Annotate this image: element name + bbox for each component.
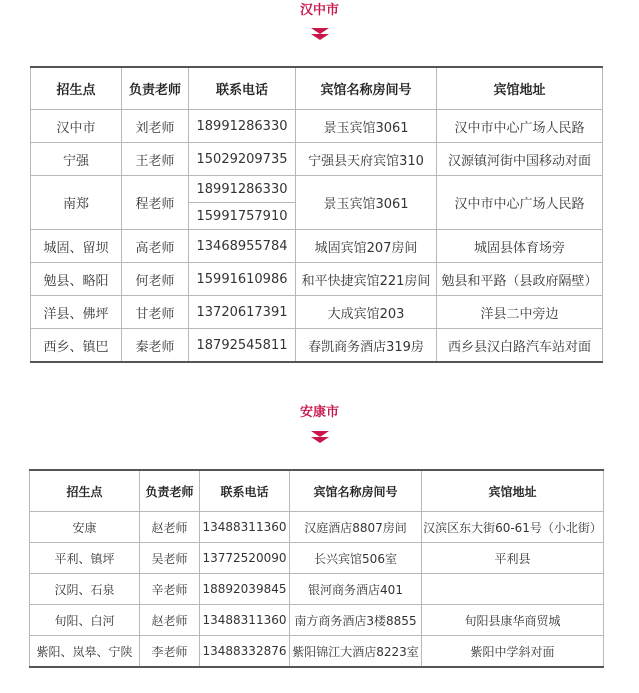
- cell-site: 安康: [30, 512, 140, 543]
- table-header-row: [30, 470, 604, 512]
- cell-teacher: 赵老师: [140, 605, 200, 636]
- table-row: [31, 263, 603, 296]
- cell-site: 西乡、镇巴: [31, 329, 122, 363]
- cell-site: 南郑: [31, 176, 122, 230]
- table-row: [31, 230, 603, 263]
- table-row: [30, 636, 604, 668]
- cell-teacher: 甘老师: [122, 296, 189, 329]
- cell-site: 勉县、略阳: [31, 263, 122, 296]
- cell-hotel: 景玉宾馆3061: [296, 110, 437, 143]
- cell-teacher: 刘老师: [122, 110, 189, 143]
- down-arrow-icon: [311, 431, 329, 437]
- cell-address: 洋县二中旁边: [437, 296, 603, 329]
- cell-phone: 13720617391: [189, 296, 296, 329]
- cell-address: 汉滨区东大街60-61号（小北街）: [422, 512, 604, 543]
- table-row: [31, 329, 603, 363]
- header-address: 宾馆地址: [437, 67, 603, 110]
- cell-hotel: 和平快捷宾馆221房间: [296, 263, 437, 296]
- table-row: [30, 543, 604, 574]
- cell-address: 平利县: [422, 543, 604, 574]
- cell-teacher: 吴老师: [140, 543, 200, 574]
- cell-phone: 18991286330: [189, 176, 296, 203]
- cell-hotel: 银河商务酒店401: [290, 574, 422, 605]
- table-header-row: [31, 67, 603, 110]
- cell-phone: 18792545811: [189, 329, 296, 363]
- cell-hotel: 紫阳锦江大酒店8223室: [290, 636, 422, 668]
- cell-teacher: 赵老师: [140, 512, 200, 543]
- cell-site: 洋县、佛坪: [31, 296, 122, 329]
- cell-address: 紫阳中学斜对面: [422, 636, 604, 668]
- table-row: [31, 143, 603, 176]
- cell-hotel: 南方商务酒店3楼8855: [290, 605, 422, 636]
- hanzhong-table: [30, 66, 603, 363]
- cell-site: 旬阳、白河: [30, 605, 140, 636]
- header-site: 招生点: [30, 470, 140, 512]
- cell-hotel: 大成宾馆203: [296, 296, 437, 329]
- cell-phone: 13488311360: [200, 605, 290, 636]
- cell-teacher: 秦老师: [122, 329, 189, 363]
- cell-teacher: 王老师: [122, 143, 189, 176]
- header-teacher: 负责老师: [140, 470, 200, 512]
- cell-phone: 15029209735: [189, 143, 296, 176]
- cell-teacher: 何老师: [122, 263, 189, 296]
- header-site: 招生点: [31, 67, 122, 110]
- cell-phone: 15991610986: [189, 263, 296, 296]
- cell-hotel: 春凯商务酒店319房: [296, 329, 437, 363]
- cell-phone-secondary: 15991757910: [189, 203, 296, 230]
- cell-address: 汉中市中心广场人民路: [437, 110, 603, 143]
- cell-hotel: 宁强县天府宾馆310: [296, 143, 437, 176]
- table-row: [30, 574, 604, 605]
- cell-phone: 18892039845: [200, 574, 290, 605]
- cell-address: [422, 574, 604, 605]
- cell-phone: 13468955784: [189, 230, 296, 263]
- cell-teacher: 高老师: [122, 230, 189, 263]
- cell-phone: 13772520090: [200, 543, 290, 574]
- cell-address: 汉源镇河街中国移动对面: [437, 143, 603, 176]
- cell-hotel: 汉庭酒店8807房间: [290, 512, 422, 543]
- header-hotel: 宾馆名称房间号: [296, 67, 437, 110]
- cell-teacher: 辛老师: [140, 574, 200, 605]
- cell-phone: 18991286330: [189, 110, 296, 143]
- table-row: [31, 110, 603, 143]
- cell-address: 城固县体育场旁: [437, 230, 603, 263]
- header-hotel: 宾馆名称房间号: [290, 470, 422, 512]
- header-phone: 联系电话: [189, 67, 296, 110]
- table-row: [30, 512, 604, 543]
- header-teacher: 负责老师: [122, 67, 189, 110]
- cell-phone: 13488311360: [200, 512, 290, 543]
- cell-phone: 13488332876: [200, 636, 290, 668]
- cell-site: 汉中市: [31, 110, 122, 143]
- cell-hotel: 长兴宾馆506室: [290, 543, 422, 574]
- section-title-hanzhong: 汉中市: [299, 3, 339, 18]
- cell-site: 紫阳、岚皋、宁陕: [30, 636, 140, 668]
- cell-site: 城固、留坝: [31, 230, 122, 263]
- cell-site: 宁强: [31, 143, 122, 176]
- cell-address: 汉中市中心广场人民路: [437, 176, 603, 230]
- ankang-table: [29, 469, 604, 668]
- down-arrow-icon: [311, 28, 329, 34]
- section-title-ankang: 安康市: [299, 405, 339, 420]
- cell-site: 汉阴、石泉: [30, 574, 140, 605]
- cell-hotel: 景玉宾馆3061: [296, 176, 437, 230]
- cell-teacher: 李老师: [140, 636, 200, 668]
- cell-address: 勉县和平路（县政府隔壁）: [437, 263, 603, 296]
- cell-site: 平利、镇坪: [30, 543, 140, 574]
- header-phone: 联系电话: [200, 470, 290, 512]
- cell-hotel: 城固宾馆207房间: [296, 230, 437, 263]
- table-row: [31, 176, 603, 203]
- cell-teacher: 程老师: [122, 176, 189, 230]
- cell-address: 旬阳县康华商贸城: [422, 605, 604, 636]
- table-row: [31, 296, 603, 329]
- table-row: [30, 605, 604, 636]
- header-address: 宾馆地址: [422, 470, 604, 512]
- cell-address: 西乡县汉白路汽车站对面: [437, 329, 603, 363]
